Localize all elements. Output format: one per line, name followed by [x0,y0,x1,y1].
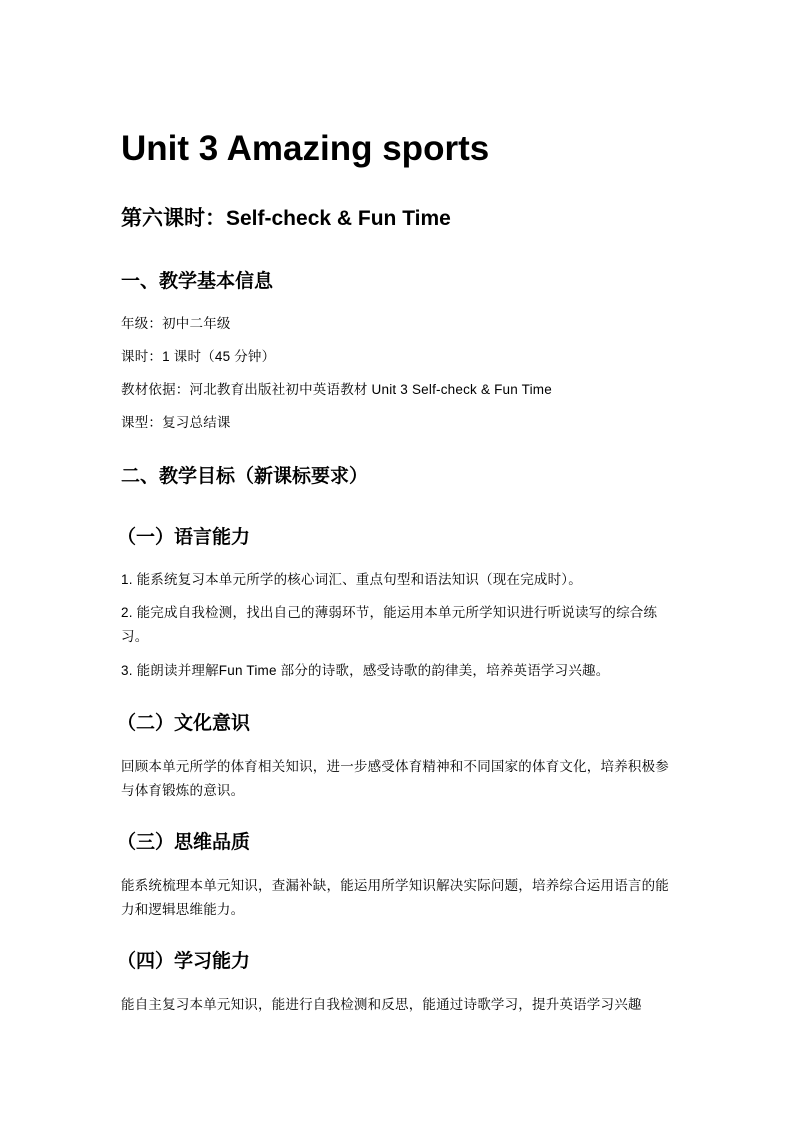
language-objective-1: 1. 能系统复习本单元所学的核心词汇、重点句型和语法知识（现在完成时）。 [121,572,582,587]
lesson-type-line: 课型：复习总结课 [121,415,231,430]
culture-awareness-text: 回顾本单元所学的体育相关知识，进一步感受体育精神和不同国家的体育文化，培养积极参与体育锻炼的意识。 [121,759,669,798]
section-basic-info-heading: 一、教学基本信息 [121,271,274,292]
thinking-quality-text: 能系统梳理本单元知识，查漏补缺，能运用所学知识解决实际问题，培养综合运用语言的能力和逻辑思维能力。 [121,878,669,917]
language-objective-3: 3. 能朗读并理解Fun Time 部分的诗歌，感受诗歌的韵律美，培养英语学习兴趣。 [121,663,610,678]
hours-line: 课时：1 课时（45 分钟） [121,349,276,364]
document-title: Unit 3 Amazing sports [121,129,490,168]
learning-ability-text: 能自主复习本单元知识，能进行自我检测和反思，能通过诗歌学习，提升英语学习兴趣 [121,997,642,1012]
textbook-line: 教材依据：河北教育出版社初中英语教材 Unit 3 Self-check & Fun Time [121,382,552,397]
thinking-quality-heading: （三）思维品质 [117,832,251,853]
language-objective-2: 2. 能完成自我检测，找出自己的薄弱环节，能运用本单元所学知识进行听说读写的综合练习。 [121,605,658,644]
lesson-subtitle: 第六课时：Self-check & Fun Time [121,207,451,230]
section-objectives-heading: 二、教学目标（新课标要求） [121,466,369,487]
language-ability-heading: （一）语言能力 [117,527,251,548]
grade-line: 年级：初中二年级 [121,316,231,331]
culture-awareness-heading: （二）文化意识 [117,713,251,734]
learning-ability-heading: （四）学习能力 [117,951,251,972]
